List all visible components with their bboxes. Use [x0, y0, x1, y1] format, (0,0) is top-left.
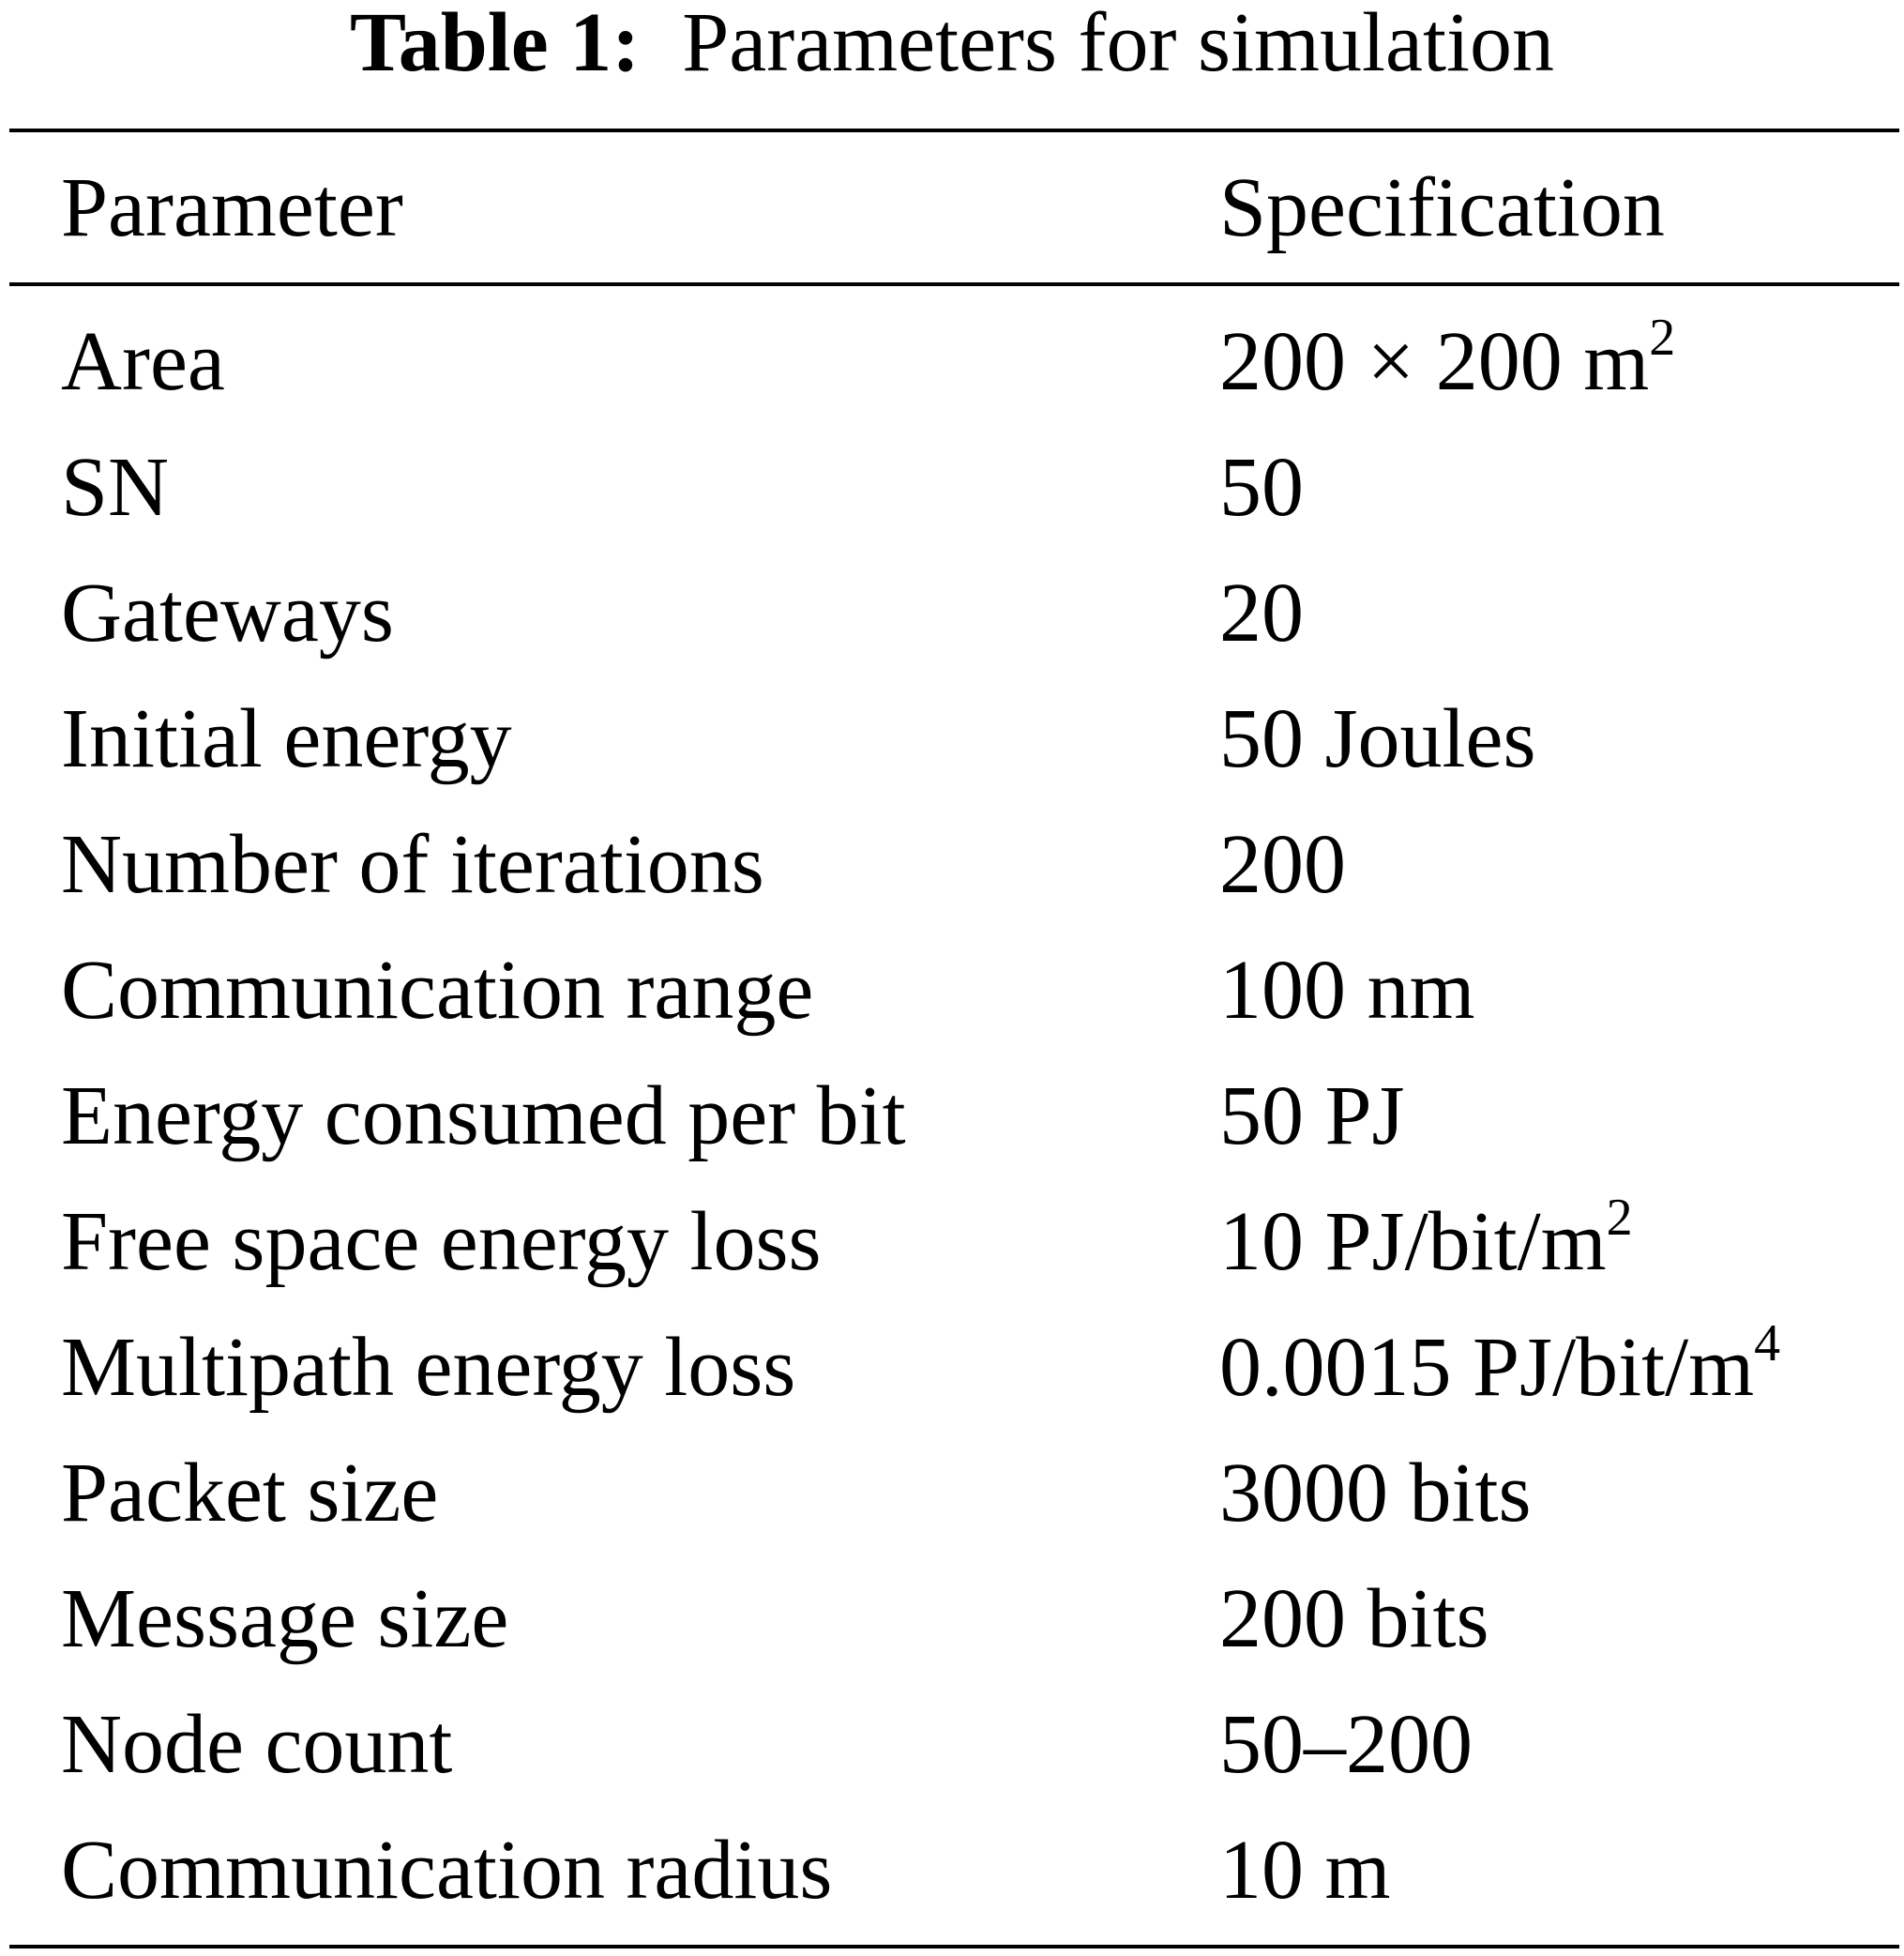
row-value: 50–200 [1219, 1698, 1473, 1791]
row-parameter: Number of iterations [61, 818, 764, 911]
row-value: 0.0015 $PJ/bit/m^4$ [1219, 1314, 1781, 1414]
superscript: 4 [1754, 1314, 1781, 1372]
superscript: 2 [1649, 309, 1676, 367]
table-caption [0, 0, 1904, 94]
row-value: 100 nm [1219, 944, 1475, 1037]
row-parameter: Free space energy loss [61, 1195, 822, 1288]
table-header-rule [9, 282, 1899, 286]
row-parameter: Packet size [61, 1447, 439, 1539]
row-value: 200 × 200 $m^2$ [1219, 309, 1676, 408]
row-value: 10 m [1219, 1824, 1391, 1917]
row-parameter: Gateways [61, 567, 394, 660]
table-caption-title: Parameters for simulation [682, 0, 1554, 89]
table-top-rule [9, 129, 1899, 132]
row-value: 20 [1219, 567, 1304, 660]
header-specification: Specification [1219, 161, 1665, 254]
row-parameter: Communication range [61, 944, 814, 1037]
row-parameter: Node count [61, 1698, 453, 1791]
row-parameter: Area [61, 315, 225, 408]
row-parameter: SN [61, 441, 170, 534]
row-value: 50 PJ [1219, 1069, 1405, 1162]
row-parameter: Message size [61, 1572, 509, 1665]
table-caption-label: Table 1: [349, 0, 641, 89]
header-parameter: Parameter [61, 161, 403, 254]
row-parameter: Initial energy [61, 692, 512, 785]
superscript: 2 [1606, 1189, 1633, 1247]
row-value: 50 [1219, 441, 1304, 534]
row-parameter: Energy consumed per bit [61, 1069, 906, 1162]
row-value: 200 [1219, 818, 1346, 911]
row-parameter: Multipath energy loss [61, 1321, 796, 1414]
table-bottom-rule [9, 1945, 1899, 1948]
row-value: 200 bits [1219, 1572, 1489, 1665]
row-parameter: Communication radius [61, 1824, 833, 1917]
row-value: 10 $PJ/bit/m^2$ [1219, 1189, 1633, 1288]
row-value: 3000 bits [1219, 1447, 1532, 1539]
row-value: 50 Joules [1219, 692, 1536, 785]
